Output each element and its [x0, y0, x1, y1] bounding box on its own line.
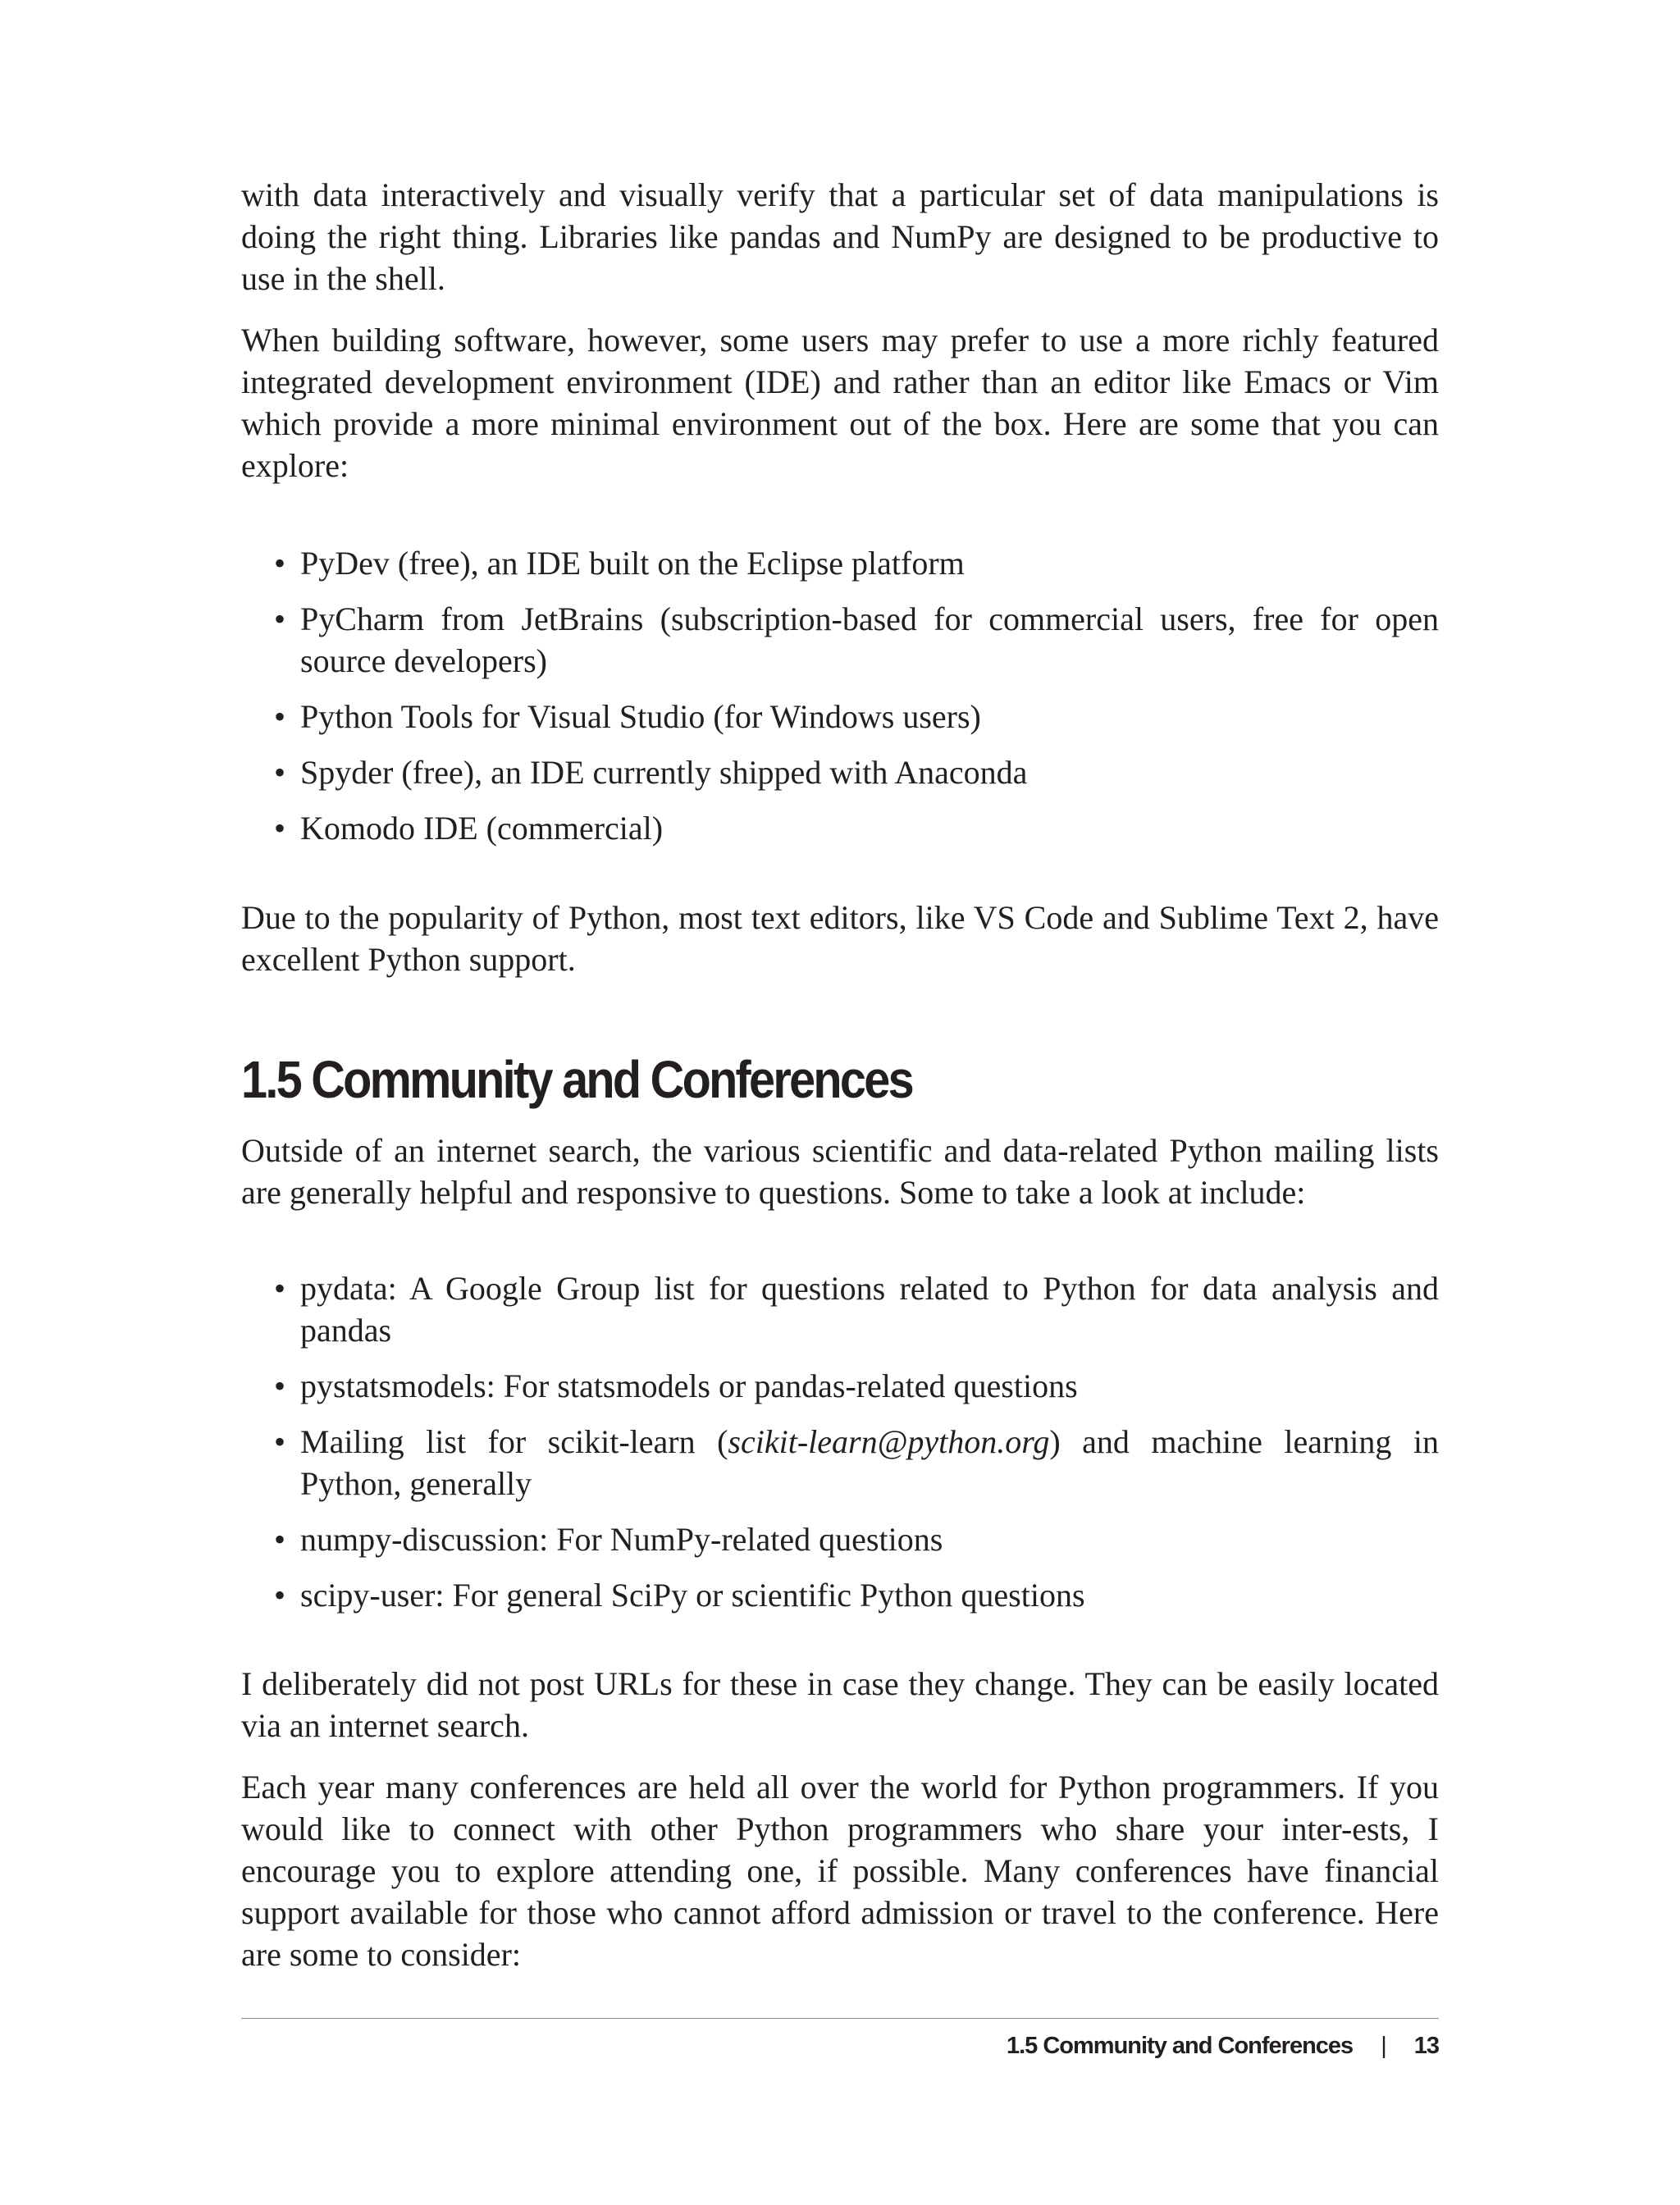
list-item-text-suffix: ) and machine learning in Python, generally	[300, 1423, 1440, 1502]
list-item-text: pydata: A Google Group list for questions related to Python for data analysis and pandas	[300, 1270, 1439, 1349]
page-content	[241, 174, 1439, 1975]
section-heading: 1.5 Community and Conferences	[241, 1050, 912, 1109]
list-item-text: pystatsmodels: For statsmodels or pandas-related questions	[300, 1367, 1078, 1404]
list-item: • Komodo IDE (commercial)	[274, 810, 664, 847]
footer-separator: |	[1381, 2033, 1386, 2059]
footer-divider	[241, 2018, 1439, 2019]
paragraph-ide-intro: When building software, however, some users may prefer to use a more richly featured integrated development environment (IDE) and rather than an editor like Emacs or Vim which provide a more minimal environment out of the box. Here are some that you can explore:	[241, 322, 1439, 484]
list-item: • Python Tools for Visual Studio (for Windows users)	[274, 698, 981, 735]
list-item-text: scipy-user: For general SciPy or scientific Python questions	[300, 1577, 1085, 1614]
list-item: • PyDev (free), an IDE built on the Eclipse platform	[274, 545, 965, 582]
list-item: • scipy-user: For general SciPy or scientific Python questions	[274, 1577, 1085, 1614]
list-item-text: PyDev (free), an IDE built on the Eclipse platform	[300, 545, 965, 582]
list-item: • numpy-discussion: For NumPy-related questions	[274, 1521, 943, 1558]
list-item-text-prefix: Mailing list for scikit-learn (	[300, 1423, 728, 1460]
mailing-list	[241, 1267, 1439, 1616]
footer-section-title: 1.5 Community and Conferences	[1006, 2033, 1354, 2059]
paragraph-interactive-shell: with data interactively and visually verify that a particular set of data manipulations is doing the right thing. Libraries like pandas and NumPy are designed to be productive to use in the shell.	[241, 176, 1439, 297]
list-item-text: Spyder (free), an IDE currently shipped with Anaconda	[300, 754, 1028, 791]
page-number: 13	[1413, 2033, 1439, 2059]
paragraph-conferences: Each year many conferences are held all over the world for Python programmers. If you would like to connect with other Python programmers who share your inter-ests, I encourage you to explore attending one, if possible. Many conferences have financial support available for those who cannot afford admission or travel to the conference. Here are some to consider:	[241, 1769, 1439, 1973]
list-item: • Mailing list for scikit-learn (scikit-learn@python.org) and machine learning in Python, generally	[274, 1423, 1440, 1502]
list-item: • pydata: A Google Group list for questions related to Python for data analysis and pandas	[274, 1270, 1439, 1349]
list-item-text: Python Tools for Visual Studio (for Windows users)	[300, 698, 981, 735]
list-item-text: numpy-discussion: For NumPy-related questions	[300, 1521, 943, 1558]
list-item: • pystatsmodels: For statsmodels or pandas-related questions	[274, 1367, 1078, 1404]
list-item: • Spyder (free), an IDE currently shipped with Anaconda	[274, 754, 1028, 791]
list-item-text: PyCharm from JetBrains (subscription-based for commercial users, free for open source developers)	[300, 600, 1439, 679]
page-footer	[1007, 2029, 1439, 2062]
paragraph-mailing-lists-intro: Outside of an internet search, the various scientific and data-related Python mailing lists are generally helpful and responsive to questions. Some to take a look at include:	[241, 1132, 1439, 1211]
list-item-text: Komodo IDE (commercial)	[300, 810, 664, 847]
paragraph-urls-note: I deliberately did not post URLs for these in case they change. They can be easily located via an internet search.	[241, 1665, 1439, 1744]
list-item-text	[300, 1423, 1439, 1502]
ide-list	[241, 542, 1439, 849]
paragraph-text-editors: Due to the popularity of Python, most text editors, like VS Code and Sublime Text 2, have excellent Python support.	[241, 899, 1439, 978]
email-address: scikit-learn@python.org	[728, 1423, 1050, 1460]
list-item: • PyCharm from JetBrains (subscription-based for commercial users, free for open source developers)	[274, 600, 1439, 679]
